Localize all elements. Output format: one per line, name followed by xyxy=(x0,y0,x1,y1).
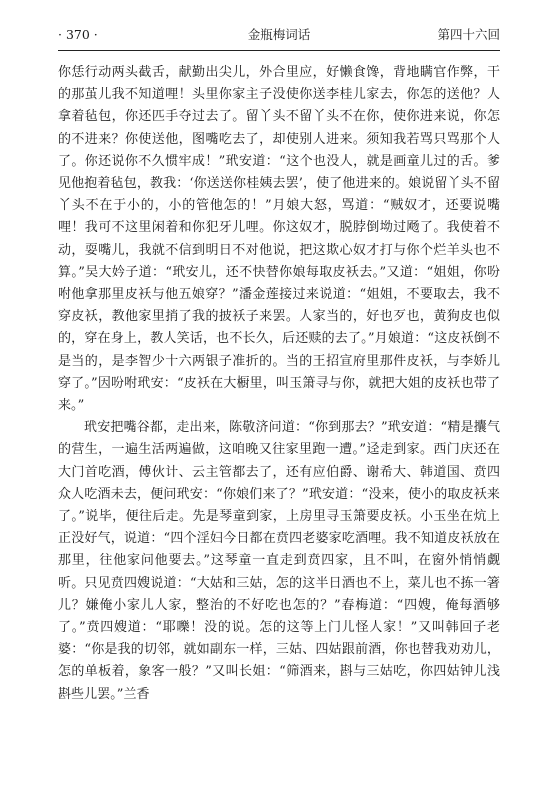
header-rule xyxy=(58,50,500,51)
paragraph: 你恁行动两头截舌，献勤出尖儿，外合里应，好懒食馋，背地瞒官作弊，干的那茧儿我不知道哩！头里你家主子没使你送李桂儿家去，你怎的送他？人拿着毡包，你还匹手夺过去了。留丫头不留丫头不在你，使你进来说，你怎的不进来？你使送他，图嘴吃去了，却使别人进来。须知我若骂只骂那个人了。你还说你不久惯牢成！”玳安道：“这个也没人，就是画童儿过的舌。爹见他抱着毡包，教我：‘你送送你桂姨去罢’，使了他进来的。娘说留丫头不留丫头不在于小的，小的管他怎的！”月娘大怒，骂道：“贼奴才，还要说嘴哩！我可不这里闲着和你犯牙儿哩。你这奴才，脱脖倒坳过飏了。我使着不动，耍嘴儿，我就不信到明日不对他说，把这欺心奴才打与你个烂羊头也不算。”吴大妗子道：“玳安儿，还不快替你娘每取皮袄去。”又道：“姐姐，你吩咐他拿那里皮袄与他五娘穿？”潘金莲接过来说道：“姐姐，不要取去，我不穿皮袄，教他家里捎了我的披袄子来罢。人家当的，好也歹也，黄狗皮也似的，穿在身上，教人笑话，也不长久，后还赎的去了。”月娘道：“这皮袄倒不是当的，是李智少十六两银子准折的。当的王招宣府里那件皮袄，与李娇儿穿了。”因吩咐玳安：“皮袄在大橱里，叫玉箫寻与你，就把大姐的皮袄也带了来。” xyxy=(58,65,500,414)
text-body xyxy=(58,62,500,706)
chapter-title: 第四十六回 xyxy=(437,27,500,42)
page-header xyxy=(58,24,500,46)
paragraph: 玳安把嘴谷都，走出来，陈敬济问道：“你到那去？”玳安道：“精是攮气的营生，一遍生活两遍做，这咱晚又往家里跑一遭。”迳走到家。西门庆还在大门首吃酒，傅伙计、云主管都去了，还有应伯爵、谢希大、韩道国、贲四众人吃酒未去，便问玳安：“你娘们来了？”玳安道：“没来，使小的取皮袄来了。”说毕，便往后走。先是琴童到家，上房里寻玉箫要皮袄。小玉坐在炕上正没好气，说道：“四个淫妇今日都在贲四老婆家吃酒哩。我不知道皮袄放在那里，往他家问他要去。”这琴童一直走到贲四家，且不叫，在窗外悄悄觑听。只见贲四嫂说道：“大姑和三姑，怎的这半日酒也不上，菜儿也不拣一箸儿？嫌俺小家儿人家，整治的不好吃也怎的？”春梅道：“四嫂，俺每酒够了。”贲四嫂道：“耶嚛！没的说。怎的这等上门儿怪人家！”又叫韩回子老婆：“你是我的切邻，就如副东一样，三姑、四姑跟前酒，你也替我劝劝儿，怎的单板着，象客一般？”又叫长姐：“筛酒来，斟与三姑吃，你四姑钟儿浅斟些儿罢。”兰香 xyxy=(58,420,500,702)
book-title: 金瓶梅词话 xyxy=(247,27,311,42)
page-number: · 370 · xyxy=(58,27,98,42)
